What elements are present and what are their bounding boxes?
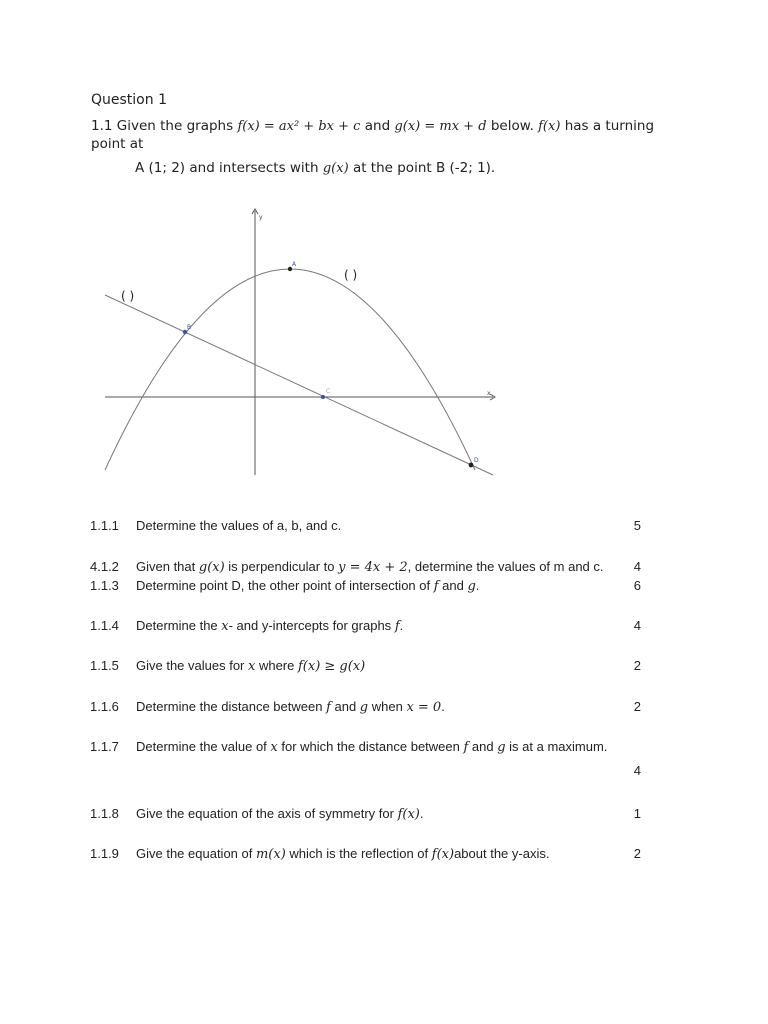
question-text [136,699,445,715]
text-segment: , determine the values of m and c. [407,559,604,574]
question-number: 1.1.8 [90,806,119,821]
math-expression: f [394,619,400,634]
question-number: 1.1.1 [90,518,119,533]
text-segment: and [330,699,360,714]
math-expression: m(x) [255,847,286,862]
math-expression: y = 4x + 2 [338,560,408,575]
question-marks: 6 [633,578,641,593]
math-expression: g(x) [198,560,225,575]
question-number: 1.1.6 [90,699,119,714]
intro-point-b-text: at the point B (-2; 1). [352,160,496,176]
text-segment: where [255,658,298,673]
question-marks: 2 [633,658,641,673]
text-segment: Given that [136,559,199,574]
intro-and: and [364,118,391,134]
text-segment: - and y-intercepts for graphs [228,618,395,633]
intro-text: Given the graphs [116,118,234,134]
question-marks: 1 [633,806,641,821]
parabola-curve [105,269,475,470]
question-number: 4.1.2 [90,559,119,574]
g-definition: g(x) = mx + d [394,119,487,134]
text-segment: Determine the value of [136,739,271,754]
math-expression: f [326,700,331,715]
g-symbol: g(x) [322,161,349,176]
function-graph [100,205,500,480]
intro-line-1 [91,118,654,134]
point-c-label: C [326,388,331,395]
text-segment: which is the reflection of [285,846,432,861]
math-expression: f(x) ≥ g(x) [297,659,366,674]
point-b-label: B [187,324,192,331]
text-segment: . [419,806,424,821]
question-text [136,846,549,862]
math-expression: g [497,740,506,755]
math-expression: x = 0 [406,700,442,715]
x-axis-label: x [487,390,491,397]
intro-below: below. [490,118,534,134]
text-segment: about the y-axis. [454,846,550,861]
point-c-marker [321,395,325,399]
point-d-marker [469,463,474,468]
text-segment: Give the equation of [136,846,256,861]
question-number: 1.1.4 [90,618,119,633]
text-segment: for which the distance between [277,739,464,754]
math-expression: f [433,579,439,594]
math-expression: x [221,619,229,634]
text-segment: Give the values for [136,658,248,673]
f-definition: f(x) = ax² + bx + c [237,119,361,134]
question-title: Question 1 [91,92,167,108]
text-segment: and [468,739,498,754]
text-segment: . [441,699,445,714]
text-segment: Give the equation of the axis of symmetry for [136,806,398,821]
question-text [136,618,403,634]
intro-line-2: point at [91,136,144,152]
intro-text-turning: has a turning [564,118,655,134]
question-row [90,739,641,778]
question-number: 1.1.5 [90,658,119,673]
text-segment: Determine the [136,618,222,633]
math-expression: g [359,700,369,715]
intro-number: 1.1 [91,118,113,134]
text-segment: Determine the distance between [136,699,327,714]
question-text [136,578,479,594]
math-expression: x [248,659,256,674]
question-text [136,559,604,575]
question-marks: 4 [633,618,641,633]
question-text [136,806,423,822]
question-number: 1.1.3 [90,578,119,593]
math-expression: f(x) [431,847,455,862]
text-segment: Determine the values of a, b, and c. [136,518,342,533]
y-axis-label: y [259,214,263,221]
text-segment: is perpendicular to [224,559,339,574]
text-segment: when [368,699,407,714]
intro-point-a-text: A (1; 2) and intersects with [135,160,319,176]
text-segment: . [475,578,480,593]
question-number: 1.1.9 [90,846,119,861]
question-marks: 4 [633,763,641,778]
question-text [136,739,607,755]
question-text [136,518,341,533]
f-symbol: f(x) [538,119,561,134]
question-text [136,658,365,674]
straight-line-g [105,295,493,475]
point-d-label: D [474,457,479,464]
line-name-bracket: ( ) [121,289,135,303]
text-segment: . [399,618,404,633]
point-a-label: A [292,261,297,268]
parabola-name-bracket: ( ) [344,268,358,282]
text-segment: is at a maximum. [505,739,608,754]
math-expression: f [463,740,469,755]
question-marks: 5 [633,518,641,533]
math-expression: x [270,740,278,755]
question-marks: 2 [633,846,641,861]
math-expression: f(x) [397,807,420,822]
question-number: 1.1.7 [90,739,119,754]
text-segment: and [438,578,468,593]
math-expression: g [467,579,476,594]
text-segment: Determine point D, the other point of intersection of [136,578,434,593]
question-marks: 2 [633,699,641,714]
intro-line-3 [135,160,495,176]
question-marks: 4 [633,559,641,574]
